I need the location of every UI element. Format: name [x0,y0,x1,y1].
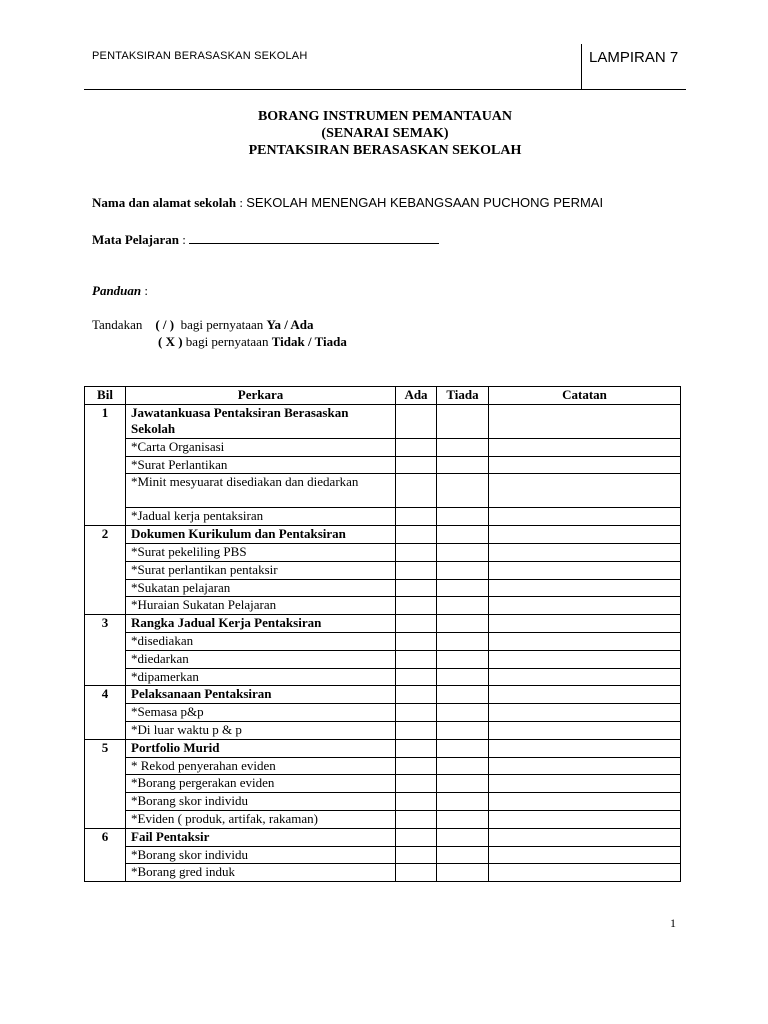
catatan-cell[interactable] [489,650,681,668]
catatan-cell[interactable] [489,404,681,438]
checklist-table [84,386,681,882]
ada-cell[interactable] [396,508,437,526]
ada-cell[interactable] [396,456,437,474]
ada-cell[interactable] [396,828,437,846]
table-row [85,668,681,686]
table-row [85,474,681,508]
catatan-cell[interactable] [489,739,681,757]
item-text: *Borang skor individu [126,846,396,864]
table-row [85,456,681,474]
catatan-cell[interactable] [489,632,681,650]
table-header-row [85,387,681,405]
ada-cell[interactable] [396,793,437,811]
table-row [85,597,681,615]
school-separator: : [236,195,247,210]
catatan-cell[interactable] [489,864,681,882]
item-text: *Sukatan pelajaran [126,579,396,597]
tiada-cell[interactable] [437,632,489,650]
ada-cell[interactable] [396,404,437,438]
catatan-cell[interactable] [489,456,681,474]
tiada-cell[interactable] [437,846,489,864]
tiada-cell[interactable] [437,597,489,615]
tiada-cell[interactable] [437,456,489,474]
tiada-cell[interactable] [437,615,489,633]
item-text: *Carta Organisasi [126,438,396,456]
tiada-cell[interactable] [437,757,489,775]
tiada-cell[interactable] [437,864,489,882]
table-row [85,828,681,846]
catatan-cell[interactable] [489,561,681,579]
item-text: *Borang pergerakan eviden [126,775,396,793]
ada-cell[interactable] [396,632,437,650]
table-row [85,810,681,828]
catatan-cell[interactable] [489,438,681,456]
guide-line [92,283,148,299]
catatan-cell[interactable] [489,704,681,722]
tiada-cell[interactable] [437,775,489,793]
ada-cell[interactable] [396,561,437,579]
guide-instruction-prefix: Tandakan [92,317,143,332]
guide-answer-yes: Ya / Ada [266,317,314,332]
header-rule [84,89,686,90]
catatan-cell[interactable] [489,579,681,597]
guide-answer-no: Tidak / Tiada [271,334,347,349]
ada-cell[interactable] [396,686,437,704]
item-text: *Borang gred induk [126,864,396,882]
tiada-cell[interactable] [437,404,489,438]
header-tiada: Tiada [437,387,489,405]
table-row [85,615,681,633]
header-right: LAMPIRAN 7 [589,49,679,66]
table-row [85,704,681,722]
header-ada: Ada [396,387,437,405]
guide-text-no: bagi pernyataan [185,334,269,349]
table-row [85,526,681,544]
catatan-cell[interactable] [489,474,681,508]
title-line-3: PENTAKSIRAN BERASASKAN SEKOLAH [248,143,522,158]
header-bil: Bil [85,387,126,405]
subject-label: Mata Pelajaran [92,232,180,247]
tiada-cell[interactable] [437,810,489,828]
school-line [92,195,603,211]
section-title: Portfolio Murid [126,739,396,757]
guide-mark-yes: ( / ) [155,317,175,332]
catatan-cell[interactable] [489,775,681,793]
guide-text-yes: bagi pernyataan [180,317,264,332]
document-title [84,108,686,159]
section-number: 6 [85,828,126,881]
guide-label: Panduan [92,283,142,298]
tiada-cell[interactable] [437,828,489,846]
table-row [85,846,681,864]
item-text: *Minit mesyuarat disediakan dan diedarkan [126,474,396,508]
item-text: *dipamerkan [126,668,396,686]
item-text: *Eviden ( produk, artifak, rakaman) [126,810,396,828]
catatan-cell[interactable] [489,810,681,828]
tiada-cell[interactable] [437,739,489,757]
tiada-cell[interactable] [437,793,489,811]
ada-cell[interactable] [396,474,437,508]
table-row [85,543,681,561]
catatan-cell[interactable] [489,846,681,864]
table-row [85,739,681,757]
item-text: *Semasa p&p [126,704,396,722]
item-text: *Huraian Sukatan Pelajaran [126,597,396,615]
catatan-cell[interactable] [489,615,681,633]
tiada-cell[interactable] [437,526,489,544]
tiada-cell[interactable] [437,579,489,597]
table-row [85,686,681,704]
catatan-cell[interactable] [489,597,681,615]
item-text: *Surat perlantikan pentaksir [126,561,396,579]
header-left: PENTAKSIRAN BERASASKAN SEKOLAH [92,50,308,62]
ada-cell[interactable] [396,810,437,828]
section-title: Jawatankuasa Pentaksiran Berasaskan Sekolah [126,404,396,438]
ada-cell[interactable] [396,775,437,793]
subject-separator: : [179,232,190,247]
page-number: 1 [670,916,676,930]
ada-cell[interactable] [396,650,437,668]
catatan-cell[interactable] [489,508,681,526]
guide-no-line [158,334,347,350]
catatan-cell[interactable] [489,686,681,704]
table-row [85,775,681,793]
ada-cell[interactable] [396,739,437,757]
item-text: *disediakan [126,632,396,650]
catatan-cell[interactable] [489,668,681,686]
header-perkara: Perkara [126,387,396,405]
subject-line [92,231,439,248]
tiada-cell[interactable] [437,508,489,526]
ada-cell[interactable] [396,597,437,615]
tiada-cell[interactable] [437,668,489,686]
catatan-cell[interactable] [489,721,681,739]
table-row [85,438,681,456]
table-row [85,650,681,668]
guide-yes-line [92,317,314,333]
header-divider [581,44,582,90]
item-text: *Jadual kerja pentaksiran [126,508,396,526]
section-title: Pelaksanaan Pentaksiran [126,686,396,704]
table-row [85,632,681,650]
section-number: 4 [85,686,126,739]
item-text: * Rekod penyerahan eviden [126,757,396,775]
tiada-cell[interactable] [437,561,489,579]
table-row [85,721,681,739]
item-text: *Surat Perlantikan [126,456,396,474]
ada-cell[interactable] [396,721,437,739]
ada-cell[interactable] [396,543,437,561]
tiada-cell[interactable] [437,686,489,704]
item-text: *Surat pekeliling PBS [126,543,396,561]
catatan-cell[interactable] [489,543,681,561]
tiada-cell[interactable] [437,721,489,739]
item-text: *diedarkan [126,650,396,668]
ada-cell[interactable] [396,579,437,597]
school-value: SEKOLAH MENENGAH KEBANGSAAN PUCHONG PERMAI [246,195,604,210]
school-label: Nama dan alamat sekolah [92,195,237,210]
title-line-2: (SENARAI SEMAK) [321,126,449,141]
section-number: 5 [85,739,126,828]
ada-cell[interactable] [396,864,437,882]
table-row [85,793,681,811]
ada-cell[interactable] [396,704,437,722]
table-row [85,757,681,775]
section-number: 1 [85,404,126,525]
ada-cell[interactable] [396,615,437,633]
tiada-cell[interactable] [437,438,489,456]
header-catatan: Catatan [489,387,681,405]
tiada-cell[interactable] [437,474,489,508]
tiada-cell[interactable] [437,650,489,668]
section-title: Rangka Jadual Kerja Pentaksiran [126,615,396,633]
ada-cell[interactable] [396,438,437,456]
section-number: 3 [85,615,126,686]
catatan-cell[interactable] [489,526,681,544]
item-text: *Borang skor individu [126,793,396,811]
catatan-cell[interactable] [489,793,681,811]
table-row [85,561,681,579]
section-title: Fail Pentaksir [126,828,396,846]
guide-separator: : [141,283,149,298]
section-number: 2 [85,526,126,615]
tiada-cell[interactable] [437,704,489,722]
item-text: *Di luar waktu p & p [126,721,396,739]
section-title: Dokumen Kurikulum dan Pentaksiran [126,526,396,544]
subject-blank [189,231,439,244]
ada-cell[interactable] [396,526,437,544]
catatan-cell[interactable] [489,828,681,846]
tiada-cell[interactable] [437,543,489,561]
table-row [85,404,681,438]
guide-mark-no: ( X ) [158,334,183,349]
table-row [85,508,681,526]
catatan-cell[interactable] [489,757,681,775]
ada-cell[interactable] [396,668,437,686]
table-row [85,864,681,882]
ada-cell[interactable] [396,757,437,775]
ada-cell[interactable] [396,846,437,864]
title-line-1: BORANG INSTRUMEN PEMANTAUAN [257,109,513,124]
table-row [85,579,681,597]
